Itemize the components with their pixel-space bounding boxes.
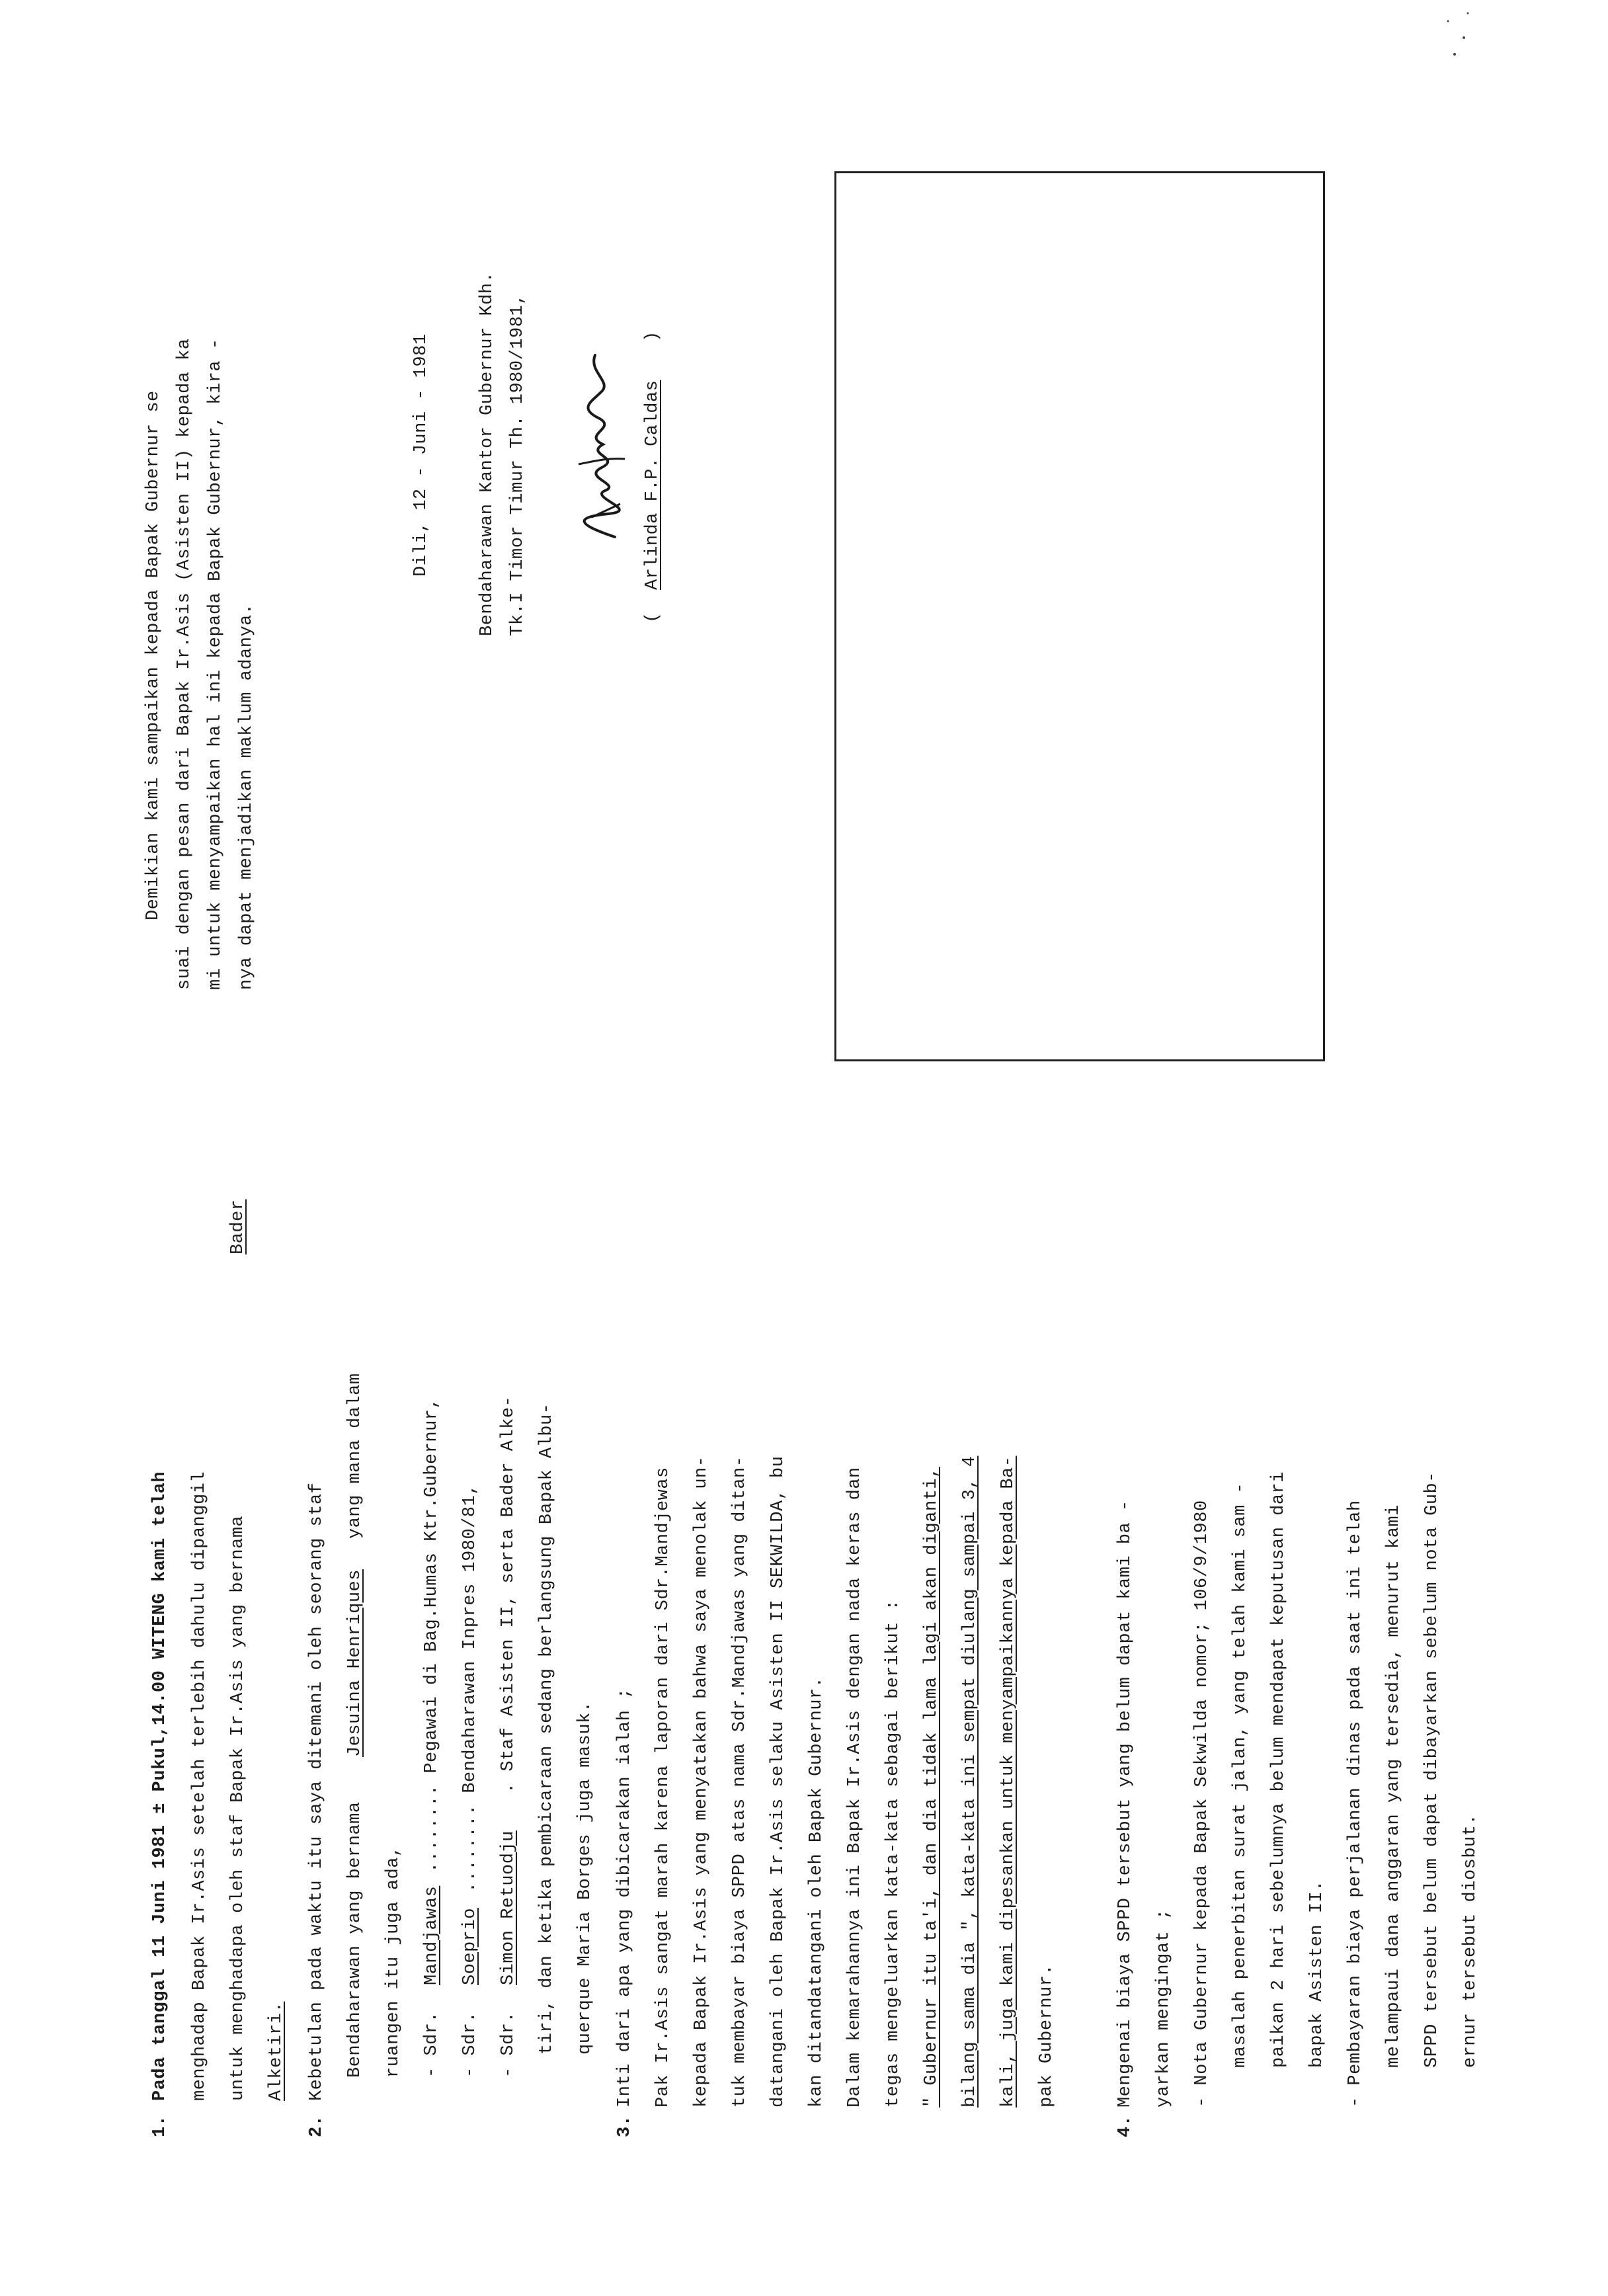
item2-list-detail: . Staf Asisten II, serta Bader Alke- xyxy=(499,1395,518,1793)
item1-underlined-name-alketiri: Alketiri. xyxy=(266,2001,286,2101)
item3-line: Inti dari apa yang dibicarakan ialah ; xyxy=(615,1688,635,2108)
item4-line: melampaui dana anggaran yang tersedia, menurut kami xyxy=(1384,1504,1404,2068)
signer-name-close-paren: ) xyxy=(643,331,663,342)
item4-line: paikan 2 hari sebelumnya belum mendapat keputusan dari xyxy=(1269,1471,1289,2068)
numbered-items-column xyxy=(0,1148,1608,2296)
handwritten-signature xyxy=(569,345,628,544)
item2-name-jesuina: Jesuina Henriques xyxy=(345,1569,365,1757)
item3-line: kali, juga kami dipesankan untuk menyampaikannya kepada Ba- xyxy=(998,1456,1018,2108)
item1-number: 1. xyxy=(150,2115,170,2137)
item2-line: Bendaharawan yang bernama xyxy=(345,1801,365,2078)
item3-quote-line: " Gubernur itu ta'i, dan dia tidak lama lagi akan diganti, xyxy=(922,1467,942,2108)
item4-number: 4. xyxy=(1115,2115,1135,2137)
closing-line: suai dengan pesan dari Bapak Ir.Asis (Asisten II) kepada ka xyxy=(175,338,194,990)
item3-line: kan ditandatangani oleh Bapak Gubernur. xyxy=(807,1676,826,2108)
item4-line: masalah penerbitan surat jalan, yang telah kami sam - xyxy=(1230,1482,1250,2068)
item3-line: tegas mengeluarkan kata-kata sebagai berikut : xyxy=(883,1599,903,2108)
signer-name: Arlinda F.P. Caldas xyxy=(643,380,663,590)
item3-line: tuk membayar biaya SPPD atas nama Sdr.Mandjawas yang ditan- xyxy=(730,1456,750,2108)
item2-list-prefix: - Sdr. xyxy=(422,2011,442,2078)
item2-name-soeprio: Soeprio xyxy=(460,1908,480,1985)
item1-line: untuk menghadapa oleh staf Bapak Ir.Asis yang bernama xyxy=(228,1515,248,2101)
item2-list-detail: ........ Bendaharawan Inpres 1980/81, xyxy=(460,1484,480,1893)
item4-line: Mengenai biaya SPPD tersebut yang belum dapat kami ba - xyxy=(1115,1500,1135,2108)
item4-line: yarkan mengingat ; xyxy=(1154,1908,1174,2108)
empty-rectangle-box xyxy=(834,171,1325,1061)
item2-list-prefix: - Sdr. xyxy=(499,2011,518,2078)
item2-list-detail: ........ Pegawai di Bag.Humas Ktr.Gubernur, xyxy=(422,1397,442,1873)
item4-line: bapak Asisten II. xyxy=(1307,1880,1327,2068)
item2-name-mandjawas: Mandjawas xyxy=(422,1885,442,1985)
item2-name-simon: Simon Retuodju xyxy=(499,1830,518,1985)
item2-number: 2. xyxy=(307,2115,327,2137)
item2-line: querque Maria Borges juga masuk. xyxy=(575,1701,595,2055)
scan-speckle-marks xyxy=(1441,1,1481,67)
item1-line: menghadap Bapak Ir.Asis setelah terlebih dahulu dipanggil xyxy=(190,1471,210,2101)
signer-name-open-paren: ( xyxy=(643,612,663,623)
item2-line: Kebetulan pada waktu itu saya ditemani oleh seorang staf xyxy=(307,1482,327,2101)
item2-line: tiri, dan ketika pembicaraan sedang berlangsung Bapak Albu- xyxy=(537,1403,557,2055)
item4-line: - Pembayaran biaya perjalanan dinas pada saat ini telah xyxy=(1346,1500,1365,2108)
item3-line: Dalam kemarahannya ini Bapak Ir.Asis dengan nada keras dan xyxy=(845,1467,865,2108)
item3-line: pak Gubernur. xyxy=(1037,1963,1057,2108)
place-date: Dili, 12 - Juni - 1981 xyxy=(411,333,431,577)
signer-role-line2: Tk.I Timor Timur Th. 1980/1981, xyxy=(508,294,528,636)
item1-underlined-name-bader: Bader xyxy=(228,1199,248,1254)
item3-line: kepada Bapak Ir.Asis yang menyatakan bahwa saya menolak un- xyxy=(692,1456,711,2108)
item2-list-prefix: - Sdr. xyxy=(460,2011,480,2078)
signer-role-line1: Bendaharawan Kantor Gubernur Kdh. xyxy=(477,271,497,636)
item4-line: - Nota Gubernur kepada Bapak Sekwilda nomor; 106/9/1980 xyxy=(1192,1500,1212,2108)
item3-line: datangani oleh Bapak Ir.Asis selaku Asisten II SEKWILDA, bu xyxy=(768,1456,788,2108)
item3-line: Pak Ir.Asis sangat marah karena laporan dari Sdr.Mandjewas xyxy=(653,1467,673,2108)
item3-quote-line: bilang sama dia ", kata-kata ini sempat diulang sampai 3, 4 xyxy=(960,1456,980,2108)
item3-number: 3. xyxy=(615,2115,635,2137)
item4-line: ernur tersebut diosbut. xyxy=(1461,1813,1480,2068)
item2-line: ruangen itu juga ada, xyxy=(383,1846,403,2078)
closing-line: Demikian kami sampaikan kepada Bapak Gubernur se xyxy=(143,390,163,921)
closing-line: nya dapat menjadikan maklum adanya. xyxy=(237,603,257,990)
item1-line: Pada tanggal 11 Juni 1981 ± Pukul,14.00 WITENG kami telah xyxy=(150,1471,170,2101)
item2-line: yang mana dalam xyxy=(345,1373,365,1539)
closing-line: mi untuk menyampaikan hal ini kepada Bapak Gubernur, kira - xyxy=(206,338,225,990)
item4-line: SPPD tersebut belum dapat dibayarkan sebelum nota Gub- xyxy=(1422,1471,1442,2068)
